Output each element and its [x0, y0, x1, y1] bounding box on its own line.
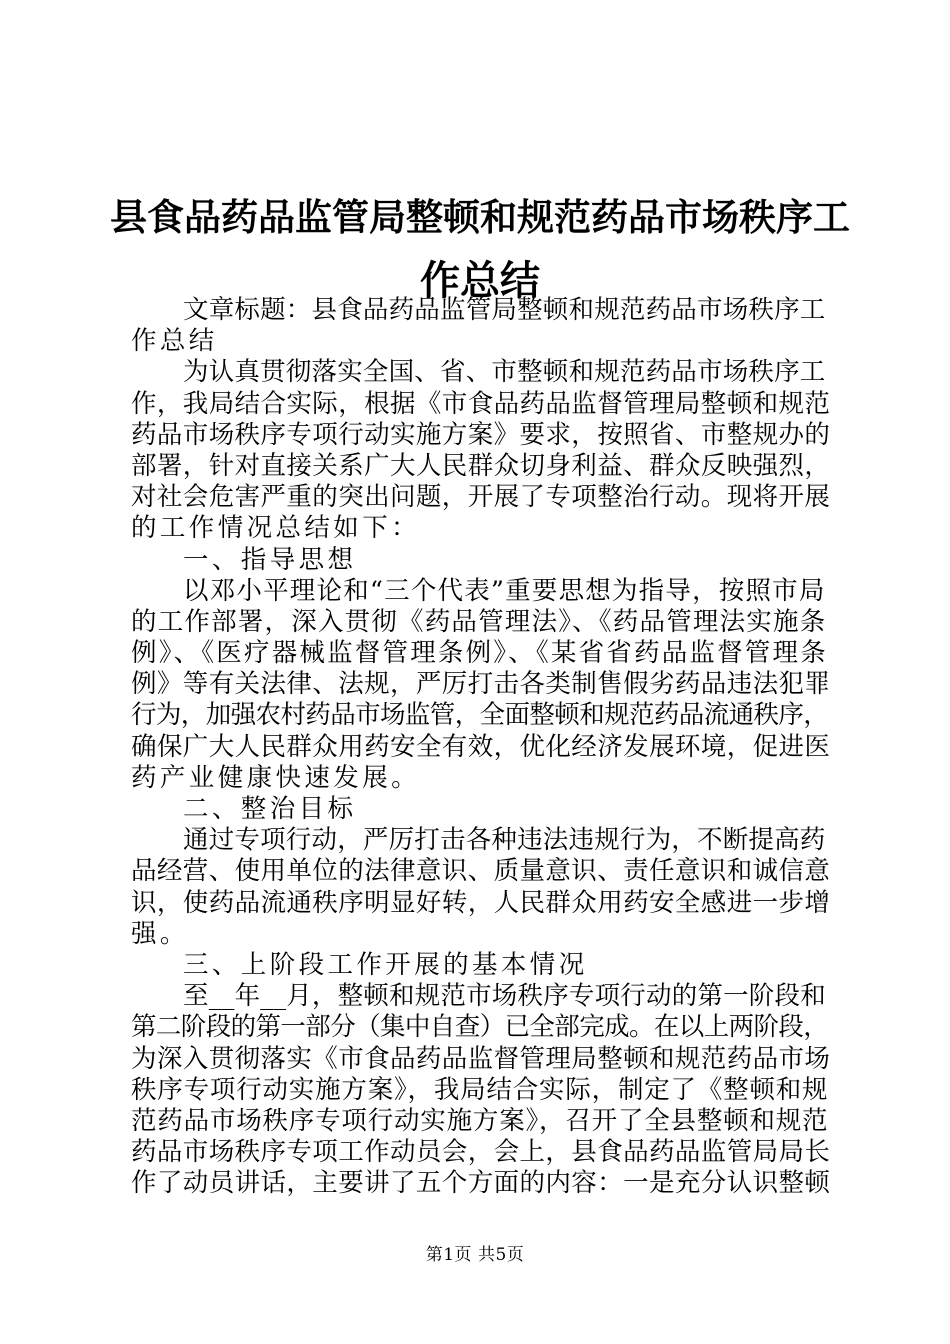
body-line: 品经营、使用单位的法律意识、质量意识、责任意识和诚信意 — [131, 856, 831, 887]
body-line: 范药品市场秩序专项行动实施方案》，召开了全县整顿和规范 — [131, 1105, 829, 1136]
document-body — [131, 295, 829, 1199]
body-line: 的工作情况总结如下： — [131, 513, 421, 544]
body-line: 对社会危害严重的突出问题，开展了专项整治行动。现将开展 — [131, 482, 831, 513]
body-line: 至__年__月，整顿和规范市场秩序专项行动的第一阶段和 — [183, 981, 826, 1012]
page-footer: 第1页 共5页 — [425, 1245, 525, 1265]
document-title — [110, 185, 850, 313]
body-line: 例》等有关法律、法规，严厉打击各类制售假劣药品违法犯罪 — [131, 669, 831, 700]
body-line: 三、上阶段工作开展的基本情况 — [183, 949, 588, 980]
body-line: 通过专项行动，严厉打击各种违法违规行为，不断提高药 — [183, 825, 826, 856]
body-line: 例》、《医疗器械监督管理条例》、《某省省药品监督管理条 — [131, 638, 828, 669]
title-line-2: 作总结 — [420, 257, 540, 304]
body-line: 文章标题：县食品药品监管局整顿和规范药品市场秩序工 — [183, 295, 826, 325]
body-line: 确保广大人民群众用药安全有效，优化经济发展环境，促进医 — [131, 731, 831, 762]
body-line: 药品市场秩序专项工作动员会，会上，县食品药品监管局局长 — [131, 1137, 831, 1168]
title-line-1: 县食品药品监管局整顿和规范药品市场秩序工 — [110, 195, 850, 239]
body-line: 为认真贯彻落实全国、省、市整顿和规范药品市场秩序工 — [183, 357, 826, 388]
body-line: 作总结 — [131, 326, 218, 357]
body-line: 识，使药品流通秩序明显好转，人民群众用药安全感进一步增 — [131, 887, 831, 918]
body-line: 部署，针对直接关系广大人民群众切身利益、群众反映强烈， — [131, 450, 831, 481]
body-line: 药品市场秩序专项行动实施方案》要求，按照省、市整规办的 — [131, 419, 831, 450]
body-line: 以邓小平理论和“三个代表”重要思想为指导，按照市局 — [183, 575, 826, 606]
body-line: 一、指导思想 — [183, 544, 357, 575]
body-line: 为深入贯彻落实《市食品药品监督管理局整顿和规范药品市场 — [131, 1043, 831, 1074]
body-line: 第二阶段的第一部分（集中自查）已全部完成。在以上两阶段， — [131, 1012, 829, 1043]
body-line: 强。 — [131, 918, 189, 949]
body-line: 二、整治目标 — [183, 794, 357, 824]
body-line: 作了动员讲话，主要讲了五个方面的内容：一是充分认识整顿 — [131, 1168, 831, 1199]
body-line: 的工作部署，深入贯彻《药品管理法》、《药品管理法实施条 — [131, 606, 827, 637]
body-line: 作，我局结合实际，根据《市食品药品监督管理局整顿和规范 — [131, 388, 831, 419]
body-line: 秩序专项行动实施方案》，我局结合实际，制定了《整顿和规 — [131, 1074, 829, 1105]
body-line: 行为，加强农村药品市场监管，全面整顿和规范药品流通秩序， — [131, 700, 829, 731]
body-line: 药产业健康快速发展。 — [131, 762, 421, 793]
